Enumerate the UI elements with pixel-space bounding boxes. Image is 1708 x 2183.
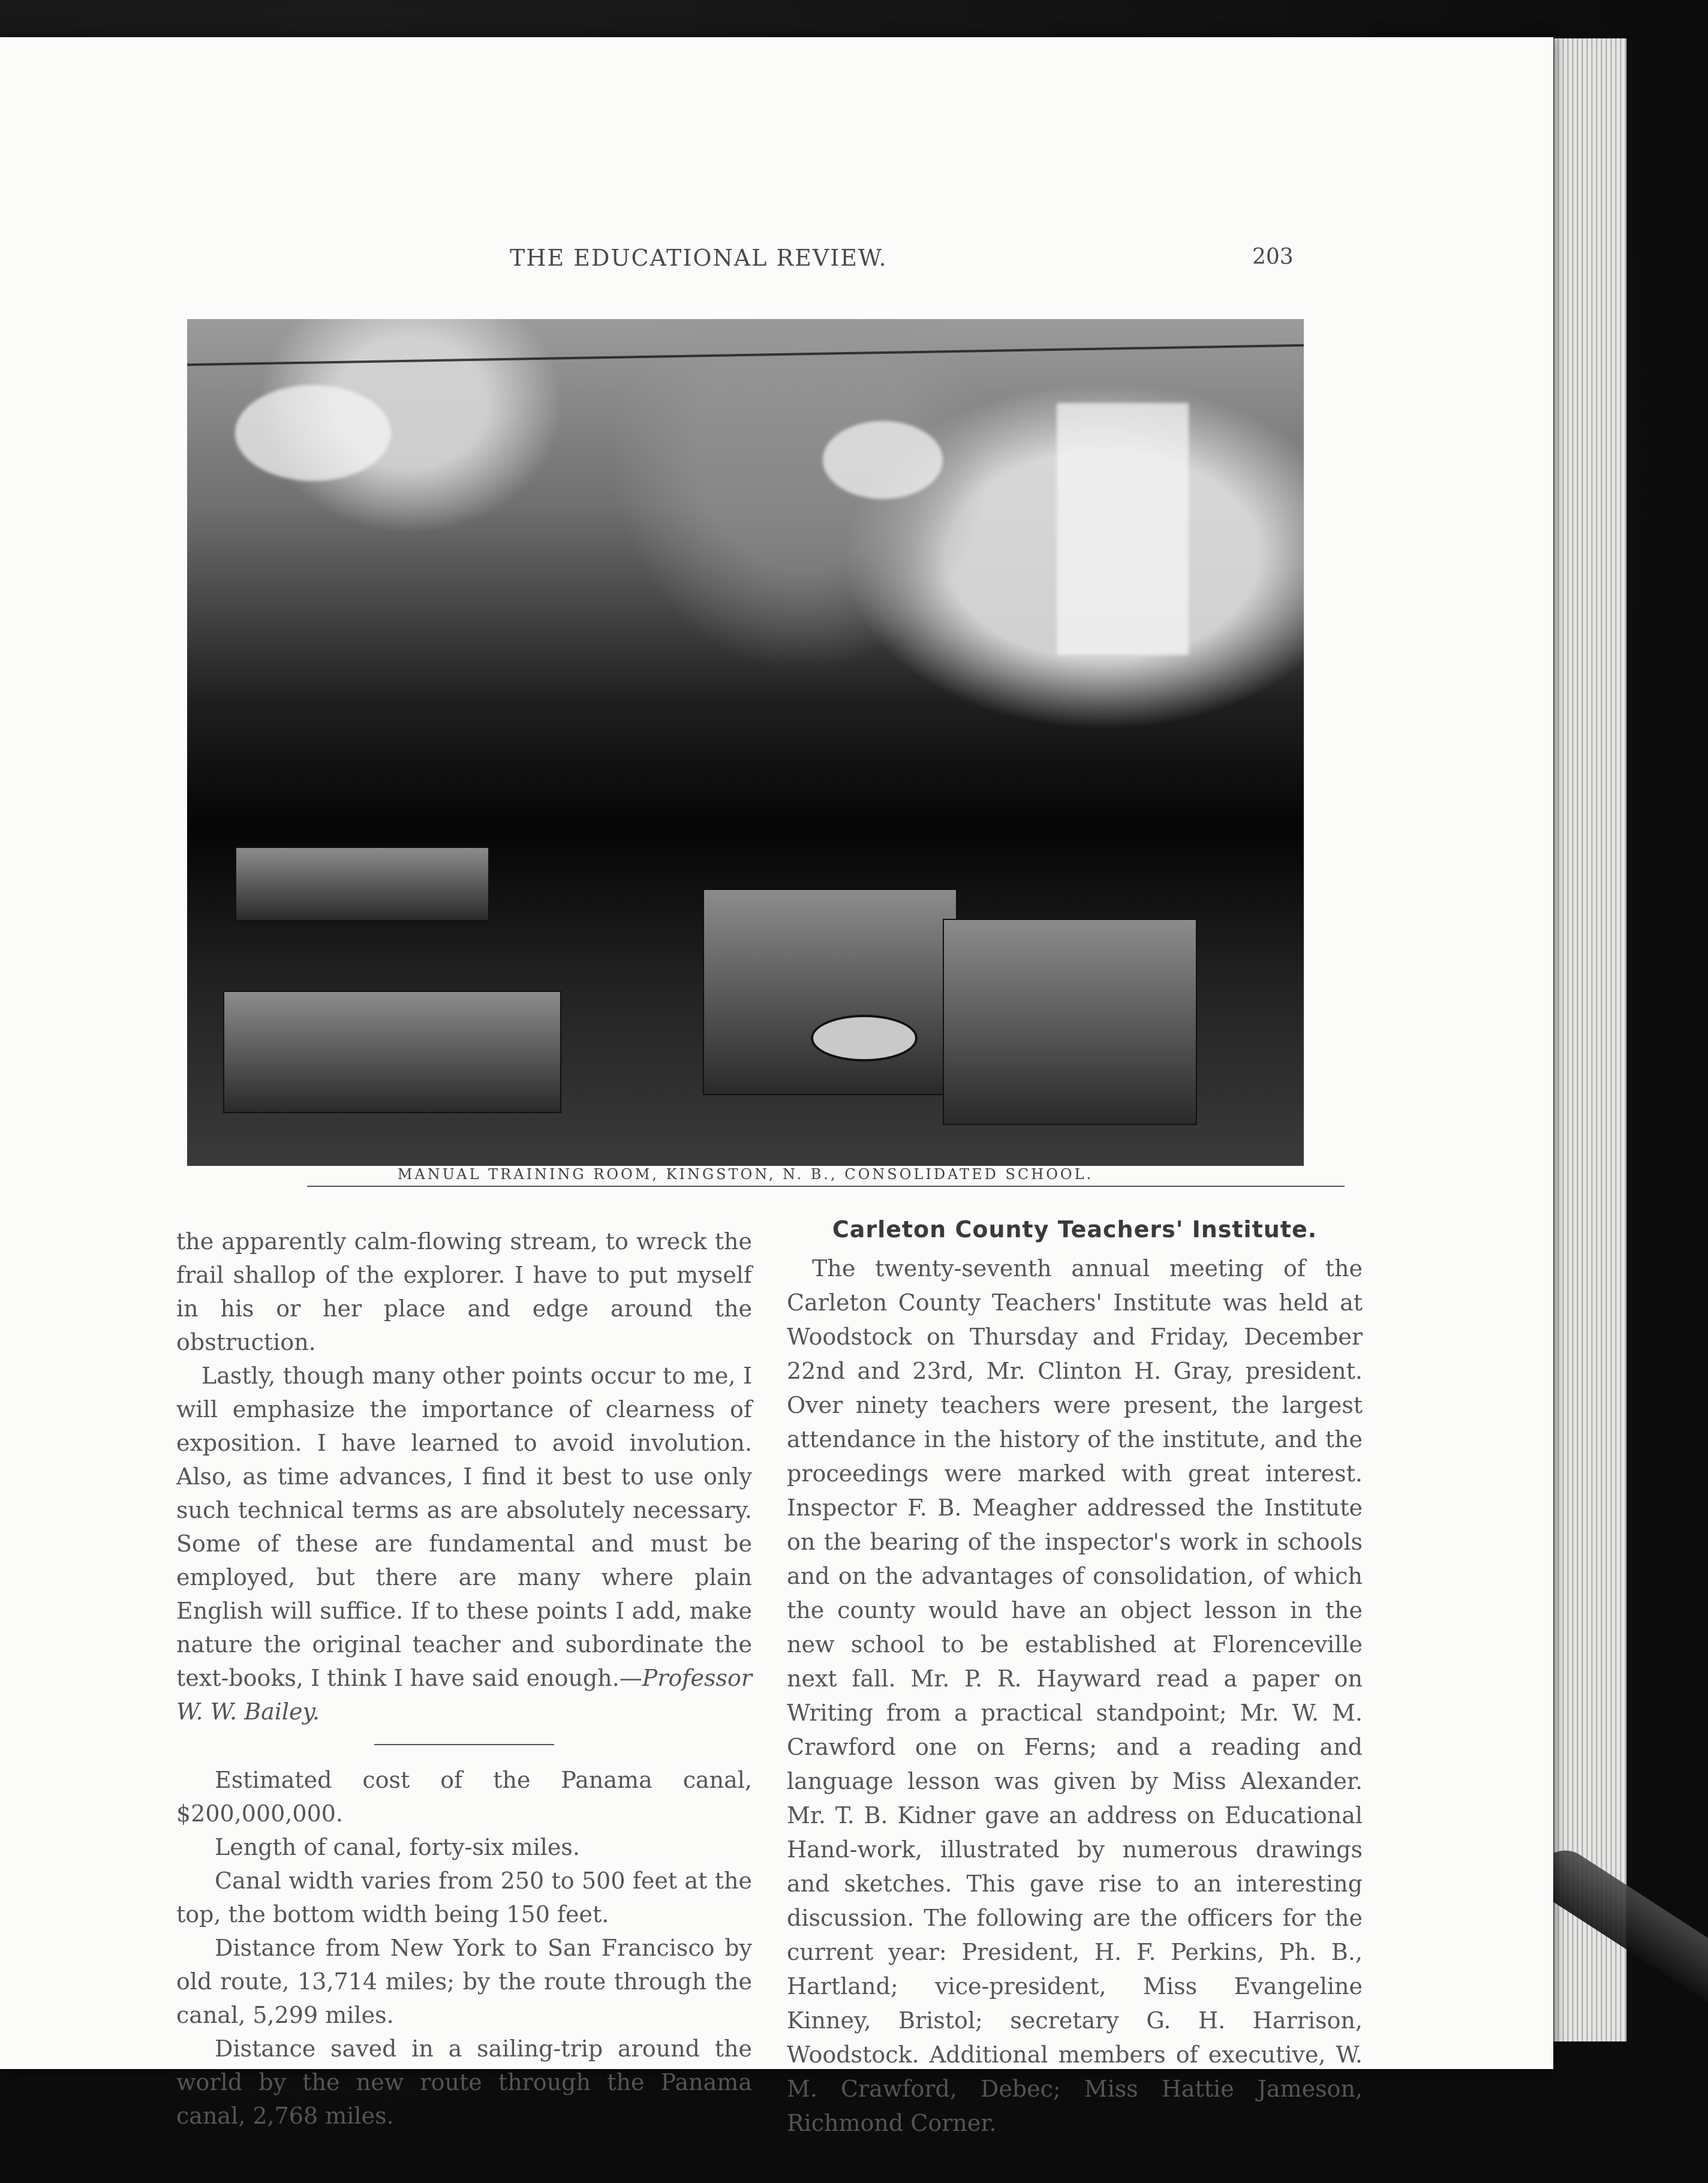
book-page-edges	[1553, 38, 1626, 2041]
stool	[811, 1015, 918, 1062]
fact-item: Length of canal, forty-six miles.	[215, 1834, 581, 1860]
figure-caption: MANUAL TRAINING ROOM, KINGSTON, N. B., CONSOLIDATED SCHOOL.	[397, 1166, 1094, 1183]
section-divider	[374, 1744, 554, 1745]
fact-item: Distance from New York to San Francisco by old route, 13,714 miles; by the route through the canal, 5,299 miles.	[176, 1935, 752, 2028]
running-head	[0, 245, 1553, 281]
workbench-center	[703, 889, 957, 1095]
fact-item: Canal width varies from 250 to 500 feet at the top, the bottom width being 150 feet.	[176, 1868, 752, 1928]
fact-item: Estimated cost of the Panama canal, $200,000,000.	[176, 1767, 752, 1827]
wall-light-right	[1057, 403, 1189, 655]
article-body: The twenty-seventh annual meeting of the Carleton County Teachers' Institute was held at Woodstock on Thursday and Friday, December 22nd and 23rd, Mr. Clinton H. Gray, president. Over ninety teachers were present, the largest attendance in the history of the institute, and the proceedings were marked with great interest. Inspector F. B. Meagher addressed the Institute on the bearing of the inspector's work in schools and on the advantages of consolidation, of which the county would have an object lesson in the new school to be established at Florenceville next fall. Mr. P. R. Hayward read a paper on Writing from a practical standpoint; Mr. W. M. Crawford one on Ferns; and a reading and language lesson was given by Miss Alexander. Mr. T. B. Kidner gave an address on Educational Hand-work, illustrated by numerous drawings and sketches. This gave rise to an interesting discussion. The following are the officers for the current year: President, H. F. Perkins, Ph. B., Hartland; vice-president, Miss Evangeline Kinney, Bristol; secretary G. H. Harrison, Woodstock. Additional members of executive, W. M. Crawford, Debec; Miss Hattie Jameson, Richmond Corner.	[787, 1255, 1363, 2136]
workbench-back-left	[235, 847, 489, 921]
fact-item: Distance saved in a sailing-trip around the world by the new route through the Panama canal, 2,768 miles.	[176, 2035, 752, 2129]
window-glare-center	[823, 421, 943, 499]
article-heading: Carleton County Teachers' Institute.	[832, 1216, 1318, 1243]
paragraph-lastly-text: Lastly, though many other points occur to me, I will emphasize the importance of clearness of exposition. I have learned to avoid involution. Also, as time advances, I find it best to use only such technical terms as are absolutely necessary. Some of these are fundamental and must be employed, but there are many where plain English will suffice. If to these points I add, make nature the original teacher and subordinate the text-books, I think I have said enough.—	[176, 1363, 752, 1691]
panama-facts	[176, 1763, 752, 2133]
book-page	[0, 37, 1553, 2136]
window-glare-left	[235, 385, 391, 481]
ceiling-line	[187, 344, 1304, 366]
left-column	[176, 1225, 752, 2133]
paragraph-continuation: the apparently calm-flowing stream, to wreck the frail shallop of the explorer. I have to put myself in his or her place and edge around the obstruction.	[176, 1228, 752, 1355]
journal-title: THE EDUCATIONAL REVIEW.	[510, 245, 888, 271]
page-number: 203	[1252, 245, 1294, 269]
workbench-right	[943, 919, 1197, 1125]
right-column	[787, 1213, 1363, 2140]
author-signature: Professor W. W. Bailey.	[176, 1665, 753, 1725]
workbench-front-left	[223, 991, 561, 1113]
paragraph-lastly	[176, 1359, 752, 1728]
classroom-photograph	[187, 319, 1304, 1166]
caption-rule	[307, 1186, 1345, 1187]
